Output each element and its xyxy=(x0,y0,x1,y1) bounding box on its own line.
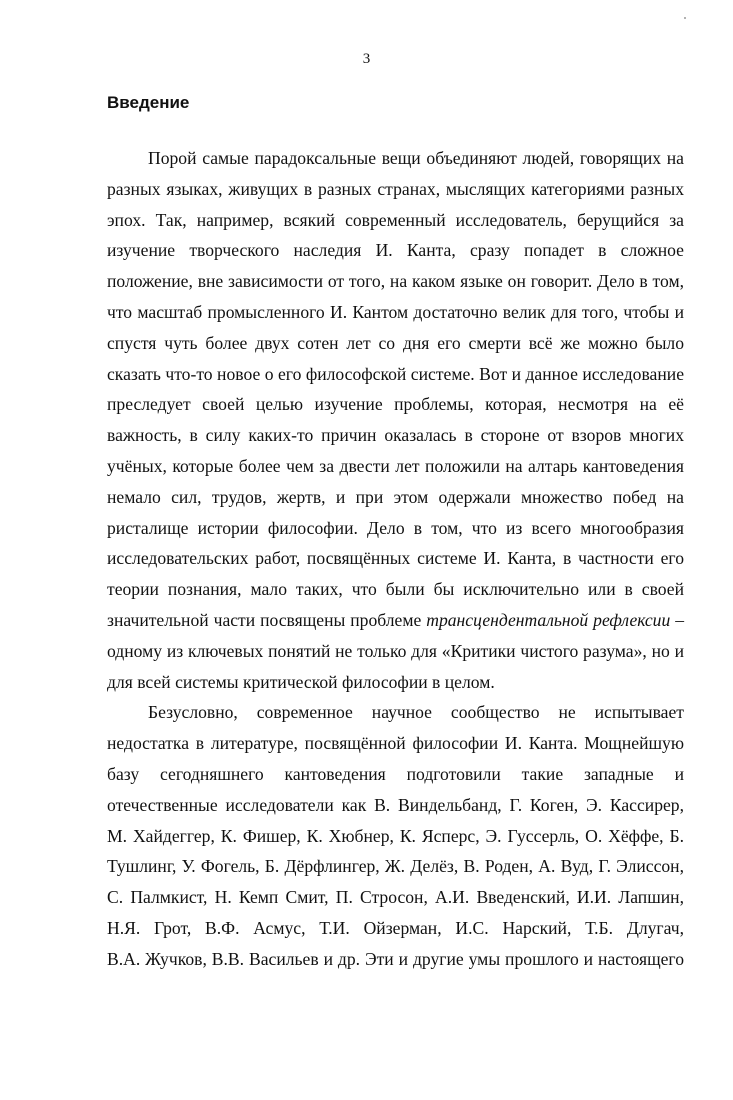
text-line: С. Палмкист, Н. Кемп Смит, П. Стросон, А.И. Введенский, И.И. Лапшин, xyxy=(107,887,684,908)
text-line: сказать что-то новое о его философской системе. Вот и данное исследование xyxy=(107,363,684,384)
text-line: разных языках, живущих в разных странах, мыслящих категориями разных xyxy=(107,178,684,199)
emphasized-term: трансцендентальной рефлексии xyxy=(426,609,671,630)
text-line: учёных, которые более чем за двести лет положили на алтарь кантоведения xyxy=(107,455,684,476)
text-line: преследует своей целью изучение проблемы, которая, несмотря на её xyxy=(107,394,684,415)
text-fragment: значительной части посвящены проблеме xyxy=(107,609,427,630)
text-line: положение, вне зависимости от того, на каком языке он говорит. Дело в том, xyxy=(107,271,684,292)
text-line: Порой самые парадоксальные вещи объединяют людей, говорящих на xyxy=(148,148,684,168)
paragraph-2 xyxy=(107,697,684,974)
page-number: 3 xyxy=(362,51,371,67)
text-line: ристалище истории философии. Дело в том, что из всего многообразия xyxy=(107,517,684,538)
text-line: Безусловно, современное научное сообщество не испытывает xyxy=(148,702,684,723)
text-line: исследовательских работ, посвящённых системе И. Канта, в частности его xyxy=(107,548,684,569)
text-line: Тушлинг, У. Фогель, Б. Дёрфлингер, Ж. Делёз, В. Роден, А. Вуд, Г. Элиссон, xyxy=(107,856,684,877)
text-line: одному из ключевых понятий не только для «Критики чистого разума», но и xyxy=(107,640,684,661)
text-line: эпох. Так, например, всякий современный исследователь, берущийся за xyxy=(107,209,684,230)
text-line: изучение творческого наследия И. Канта, сразу попадет в сложное xyxy=(107,240,684,261)
text-line: спустя чуть более двух сотен лет со дня его смерти всё же можно было xyxy=(107,332,684,353)
text-line: базу сегодняшнего кантоведения подготовили такие западные и xyxy=(107,763,684,784)
text-line: немало сил, трудов, жертв, и при этом одержали множество побед на xyxy=(107,486,684,507)
scan-speck xyxy=(684,17,686,19)
text-line: для всей системы критической философии в целом. xyxy=(107,671,495,692)
section-heading: Введение xyxy=(107,93,190,112)
paragraph-1 xyxy=(107,143,684,697)
text-line: В.А. Жучков, В.В. Васильев и др. Эти и другие умы прошлого и настоящего xyxy=(107,948,684,969)
body-text xyxy=(107,143,684,975)
text-line-with-emphasis xyxy=(107,605,684,636)
text-fragment: – xyxy=(670,609,684,630)
text-line: отечественные исследователи как В. Виндельбанд, Г. Коген, Э. Кассирер, xyxy=(107,794,684,815)
text-line: важность, в силу каких-то причин оказалась в стороне от взоров многих xyxy=(107,425,684,446)
text-line: теории познания, мало таких, что были бы исключительно или в своей xyxy=(107,579,684,600)
text-line: недостатка в литературе, посвящённой философии И. Канта. Мощнейшую xyxy=(107,733,684,754)
text-line: Н.Я. Грот, В.Ф. Асмус, Т.И. Ойзерман, И.С. Нарский, Т.Б. Длугач, xyxy=(107,917,684,938)
text-line: М. Хайдеггер, К. Фишер, К. Хюбнер, К. Ясперс, Э. Гуссерль, О. Хёффе, Б. xyxy=(107,825,684,846)
text-line: что масштаб промысленного И. Кантом достаточно велик для того, чтобы и xyxy=(107,301,684,322)
